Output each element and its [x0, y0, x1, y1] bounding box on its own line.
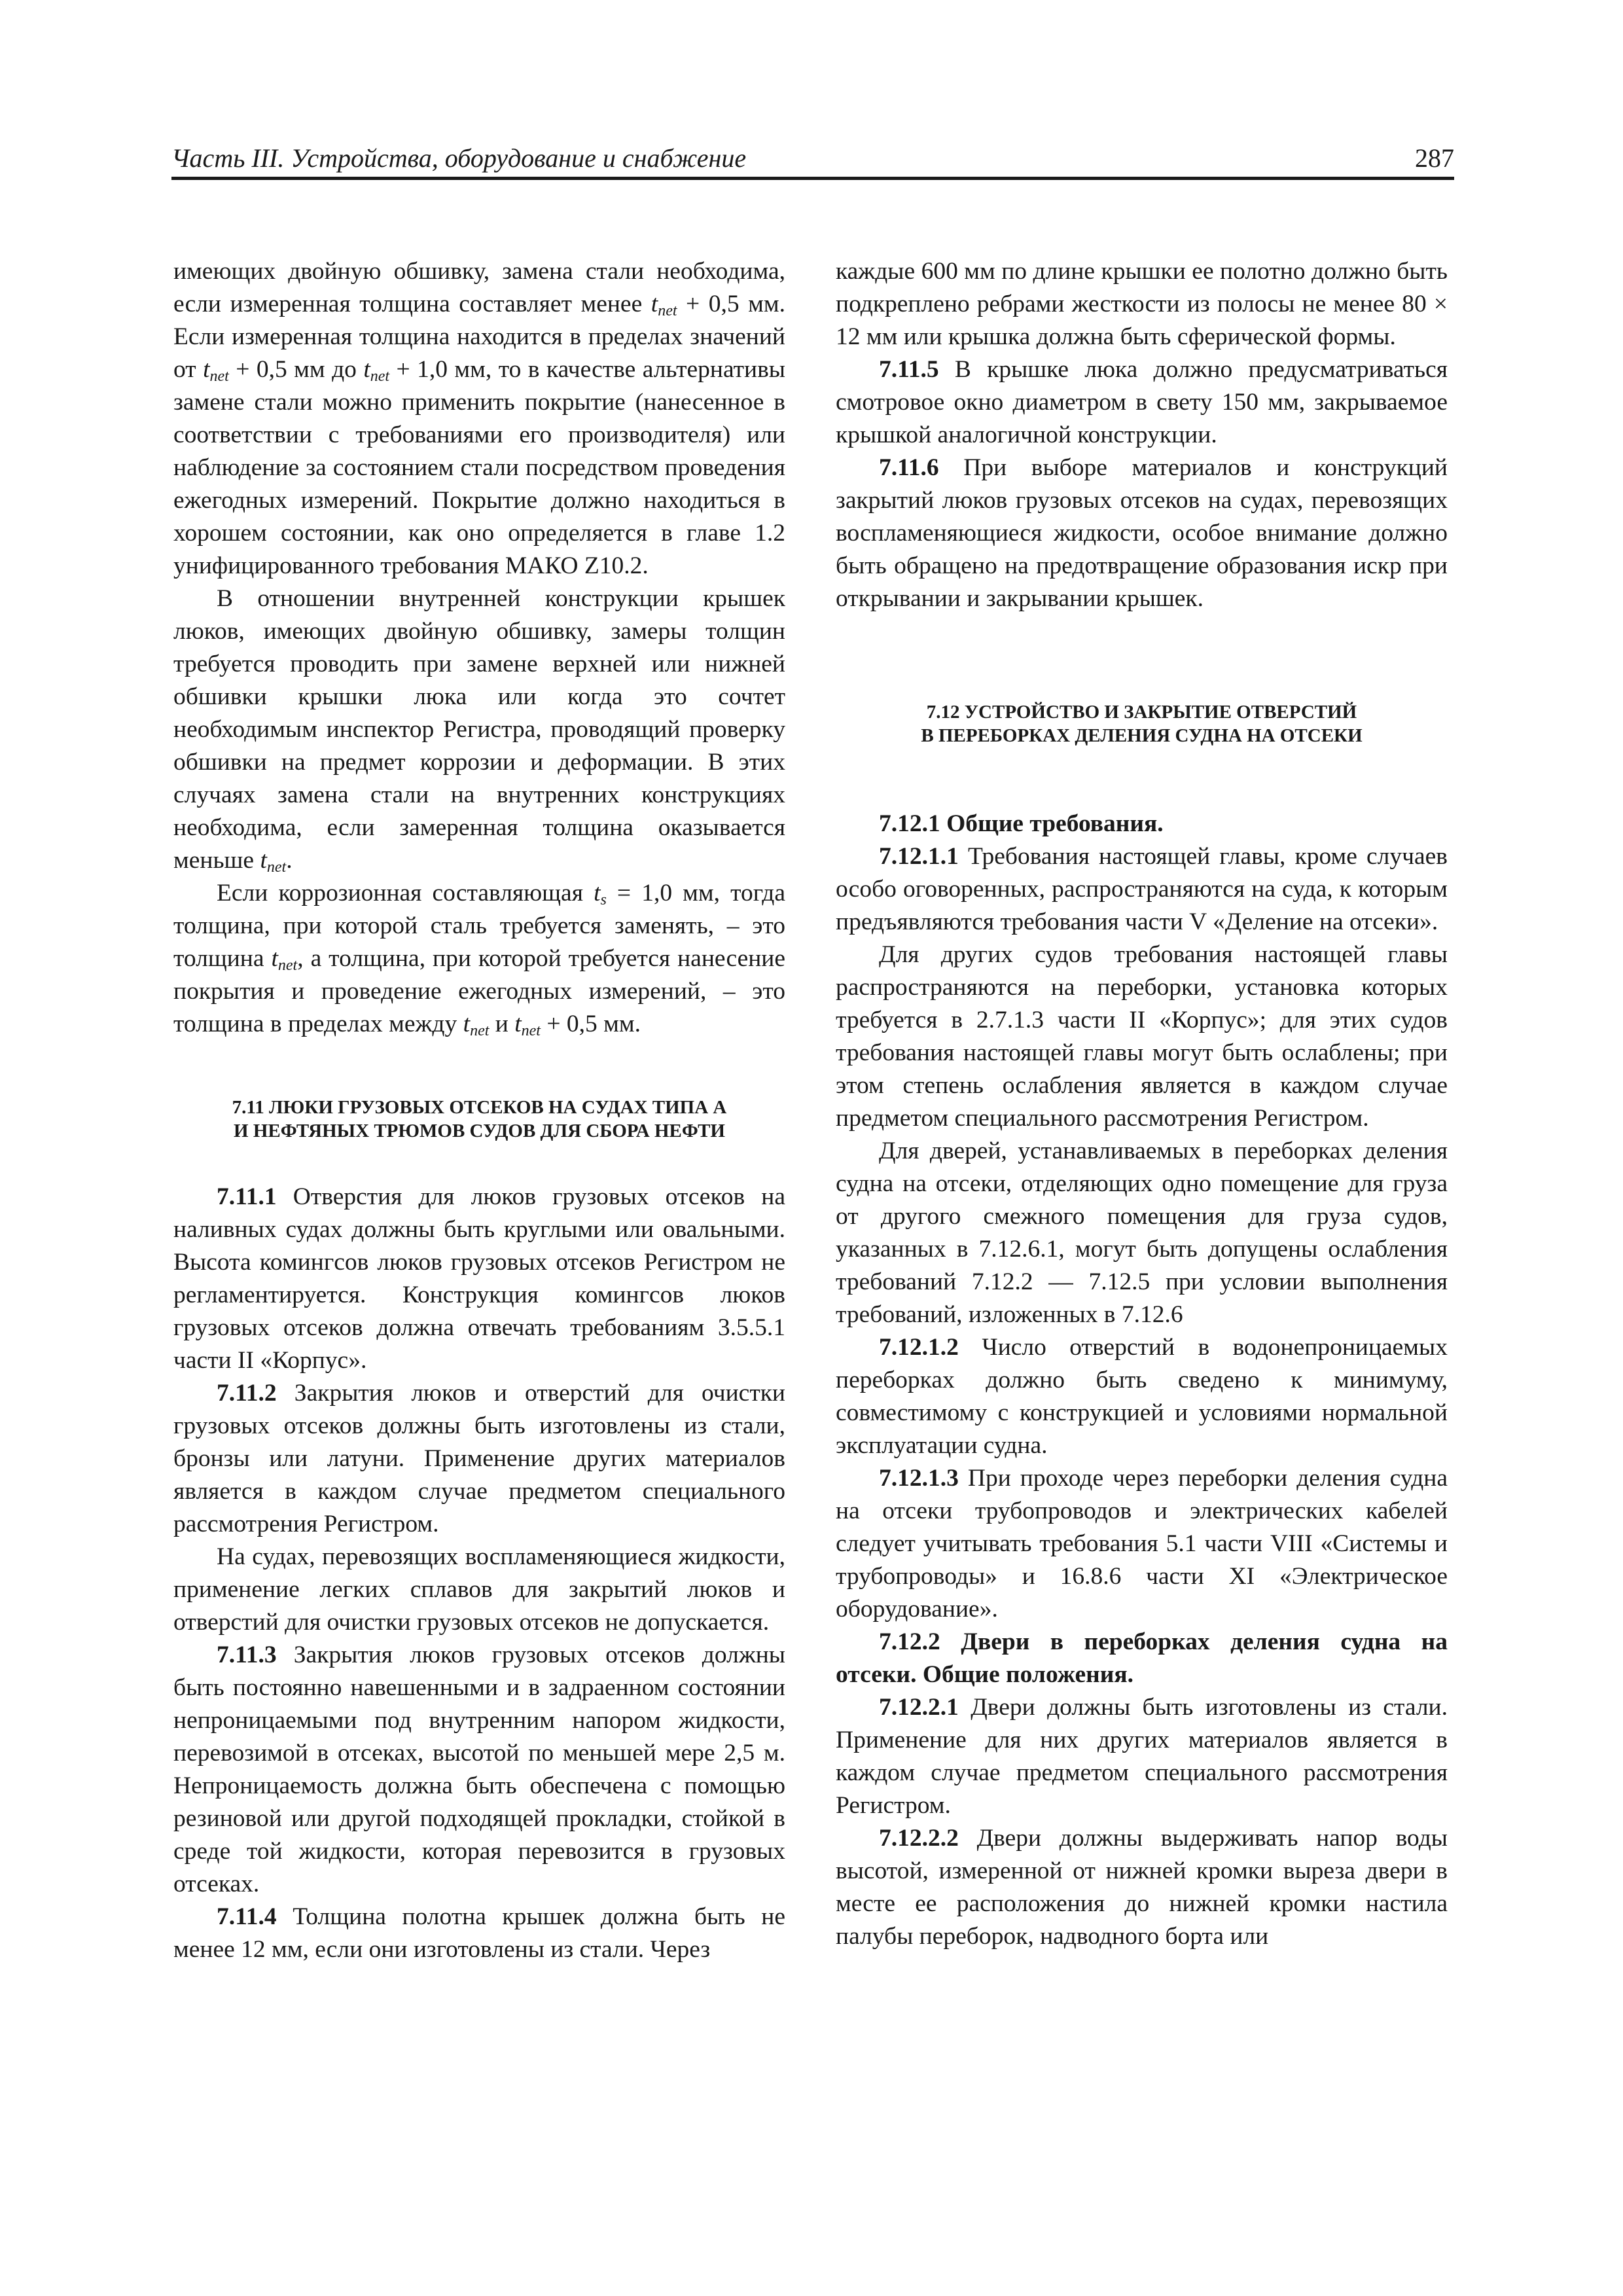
- right-column: [836, 255, 1448, 1953]
- paragraph: имеющих двойную обшивку, замена стали необходима, если измеренная толщина составляет менее $t_{net} + 0,5$ мм. Если измеренная толщина находится в пределах значений от $t_{net} + 0,5$ мм до $t_{net} + 1,0$ мм, то в качестве альтернативы замене стали можно применить покрытие (нанесенное в соответствии с требованиями его производителя) или наблюдение за состоянием стали посредством проведения ежегодных измерений. Покрытие должно находиться в хорошем состоянии, как оно определяется в главе 1.2 унифицированного требования МАКО Z10.2.: [173, 258, 785, 579]
- clause-7-11-1: 7.11.1 Отверстия для люков грузовых отсеков на наливных судах должны быть круглыми или овальными. Высота комингсов люков грузовых отсеков Регистром не регламентируется. Конструкция комингсов люков грузовых отсеков должна отвечать требованиям 3.5.5.1 части II «Корпус».: [173, 1183, 785, 1374]
- paragraph: Если коррозионная составляющая $t_s = 1,0$ мм, тогда толщина, при которой сталь требуется заменять, – это толщина $t_{net}$, а толщина, при которой требуется нанесение покрытия и проведение ежегодных измерений, – это толщина в пределах между $t_{net}$ и $t_{net} + 0,5$ мм.: [173, 880, 785, 1039]
- running-header: [171, 139, 1454, 178]
- subsection-heading-7-12-1: 7.12.1 Общие требования.: [879, 810, 1164, 837]
- clause-7-12-1-2: 7.12.1.2 Число отверстий в водонепроницаемых переборках должно быть сведено к минимуму, совместимому с конструкцией и условиями нормальной эксплуатации судна.: [836, 1334, 1448, 1459]
- clause-7-11-5: 7.11.5 В крышке люка должно предусматриваться смотровое окно диаметром в свету 150 мм, закрываемое крышкой аналогичной конструкции.: [836, 356, 1448, 448]
- clause-7-12-1-3: 7.12.1.3 При проходе через переборки деления судна на отсеки трубопроводов и электрических кабелей следует учитывать требования 5.1 части VIII «Системы и трубопроводы» и 16.8.6 части XI «Электрическое оборудование».: [836, 1465, 1448, 1623]
- clause-7-11-3: 7.11.3 Закрытия люков грузовых отсеков должны быть постоянно навешенными и в задраенном состоянии непроницаемыми под внутренним напором жидкости, перевозимой в отсеках, высотой по меньшей мере 2,5 м. Непроницаемость должна быть обеспечена с помощью резиновой или другой подходящей прокладки, стойкой в среде той жидкости, которая перевозится в грузовых отсеках.: [173, 1641, 785, 1897]
- clause-7-12-2-1: 7.12.2.1 Двери должны быть изготовлены из стали. Применение для них других материалов является в каждом случае предметом специального рассмотрения Регистром.: [836, 1694, 1448, 1819]
- clause-7-11-4: 7.11.4 Толщина полотна крышек должна быть не менее 12 мм, если они изготовлены из стали. Через: [173, 1903, 785, 1963]
- header-rule: [171, 177, 1454, 180]
- paragraph: Для других судов требования настоящей главы распространяются на переборки, установка которых требуется в 2.7.1.3 части II «Корпус»; для этих судов требования настоящей главы могут быть ослаблены; при этом степень ослабления является в каждом случае предметом специального рассмотрения Регистром.: [836, 941, 1448, 1132]
- running-header-title: Часть III. Устройства, оборудование и снабжение: [171, 143, 747, 173]
- paragraph: Для дверей, устанавливаемых в переборках деления судна на отсеки, отделяющих одно помещение для груза от другого смежного помещения для груза судов, указанных в 7.12.6.1, могут быть допущены ослабления требований 7.12.2 — 7.12.5 при условии выполнения требований, изложенных в 7.12.6: [836, 1138, 1448, 1328]
- paragraph: каждые 600 мм по длине крышки ее полотно должно быть подкреплено ребрами жесткости из полосы не менее 80 × 12 мм или крышка должна быть сферической формы.: [836, 258, 1448, 350]
- left-column: [173, 255, 785, 1966]
- page-number: 287: [1415, 143, 1454, 173]
- clause-7-11-6: 7.11.6 При выборе материалов и конструкций закрытий люков грузовых отсеков на судах, перевозящих воспламеняющиеся жидкости, особое внимание должно быть обращено на предотвращение образования искр при открывании и закрывании крышек.: [836, 454, 1448, 612]
- paragraph: На судах, перевозящих воспламеняющиеся жидкости, применение легких сплавов для закрытий люков и отверстий для очистки грузовых отсеков не допускается.: [173, 1543, 785, 1636]
- section-heading-7-11: 7.11 ЛЮКИ ГРУЗОВЫХ ОТСЕКОВ НА СУДАХ ТИПА А И НЕФТЯНЫХ ТРЮМОВ СУДОВ ДЛЯ СБОРА НЕФТИ: [232, 1097, 727, 1141]
- clause-7-12-2-2: 7.12.2.2 Двери должны выдерживать напор воды высотой, измеренной от нижней кромки выреза двери в месте ее расположения до нижней кромки настила палубы переборок, надводного борта или: [836, 1825, 1448, 1950]
- paragraph: В отношении внутренней конструкции крышек люков, имеющих двойную обшивку, замеры толщин требуется проводить при замене верхней или нижней обшивки крышки люка или когда это сочтет необходимым инспектор Регистра, проводящий проверку обшивки на предмет коррозии и деформации. В этих случаях замена стали на внутренних конструкциях необходима, если замеренная толщина оказывается меньше $t_{net}$.: [173, 585, 785, 876]
- section-heading-7-12: 7.12 УСТРОЙСТВО И ЗАКРЫТИЕ ОТВЕРСТИЙ В ПЕРЕБОРКАХ ДЕЛЕНИЯ СУДНА НА ОТСЕКИ: [921, 702, 1363, 746]
- clause-7-11-2: 7.11.2 Закрытия люков и отверстий для очистки грузовых отсеков должны быть изготовлены из стали, бронзы или латуни. Применение других материалов является в каждом случае предметом специального рассмотрения Регистром.: [173, 1380, 785, 1537]
- clause-7-12-1-1: 7.12.1.1 Требования настоящей главы, кроме случаев особо оговоренных, распространяются на суда, к которым предъявляются требования части V «Деление на отсеки».: [836, 843, 1448, 935]
- subsection-heading-7-12-2: 7.12.2 Двери в переборках деления судна на отсеки. Общие положения.: [836, 1628, 1448, 1688]
